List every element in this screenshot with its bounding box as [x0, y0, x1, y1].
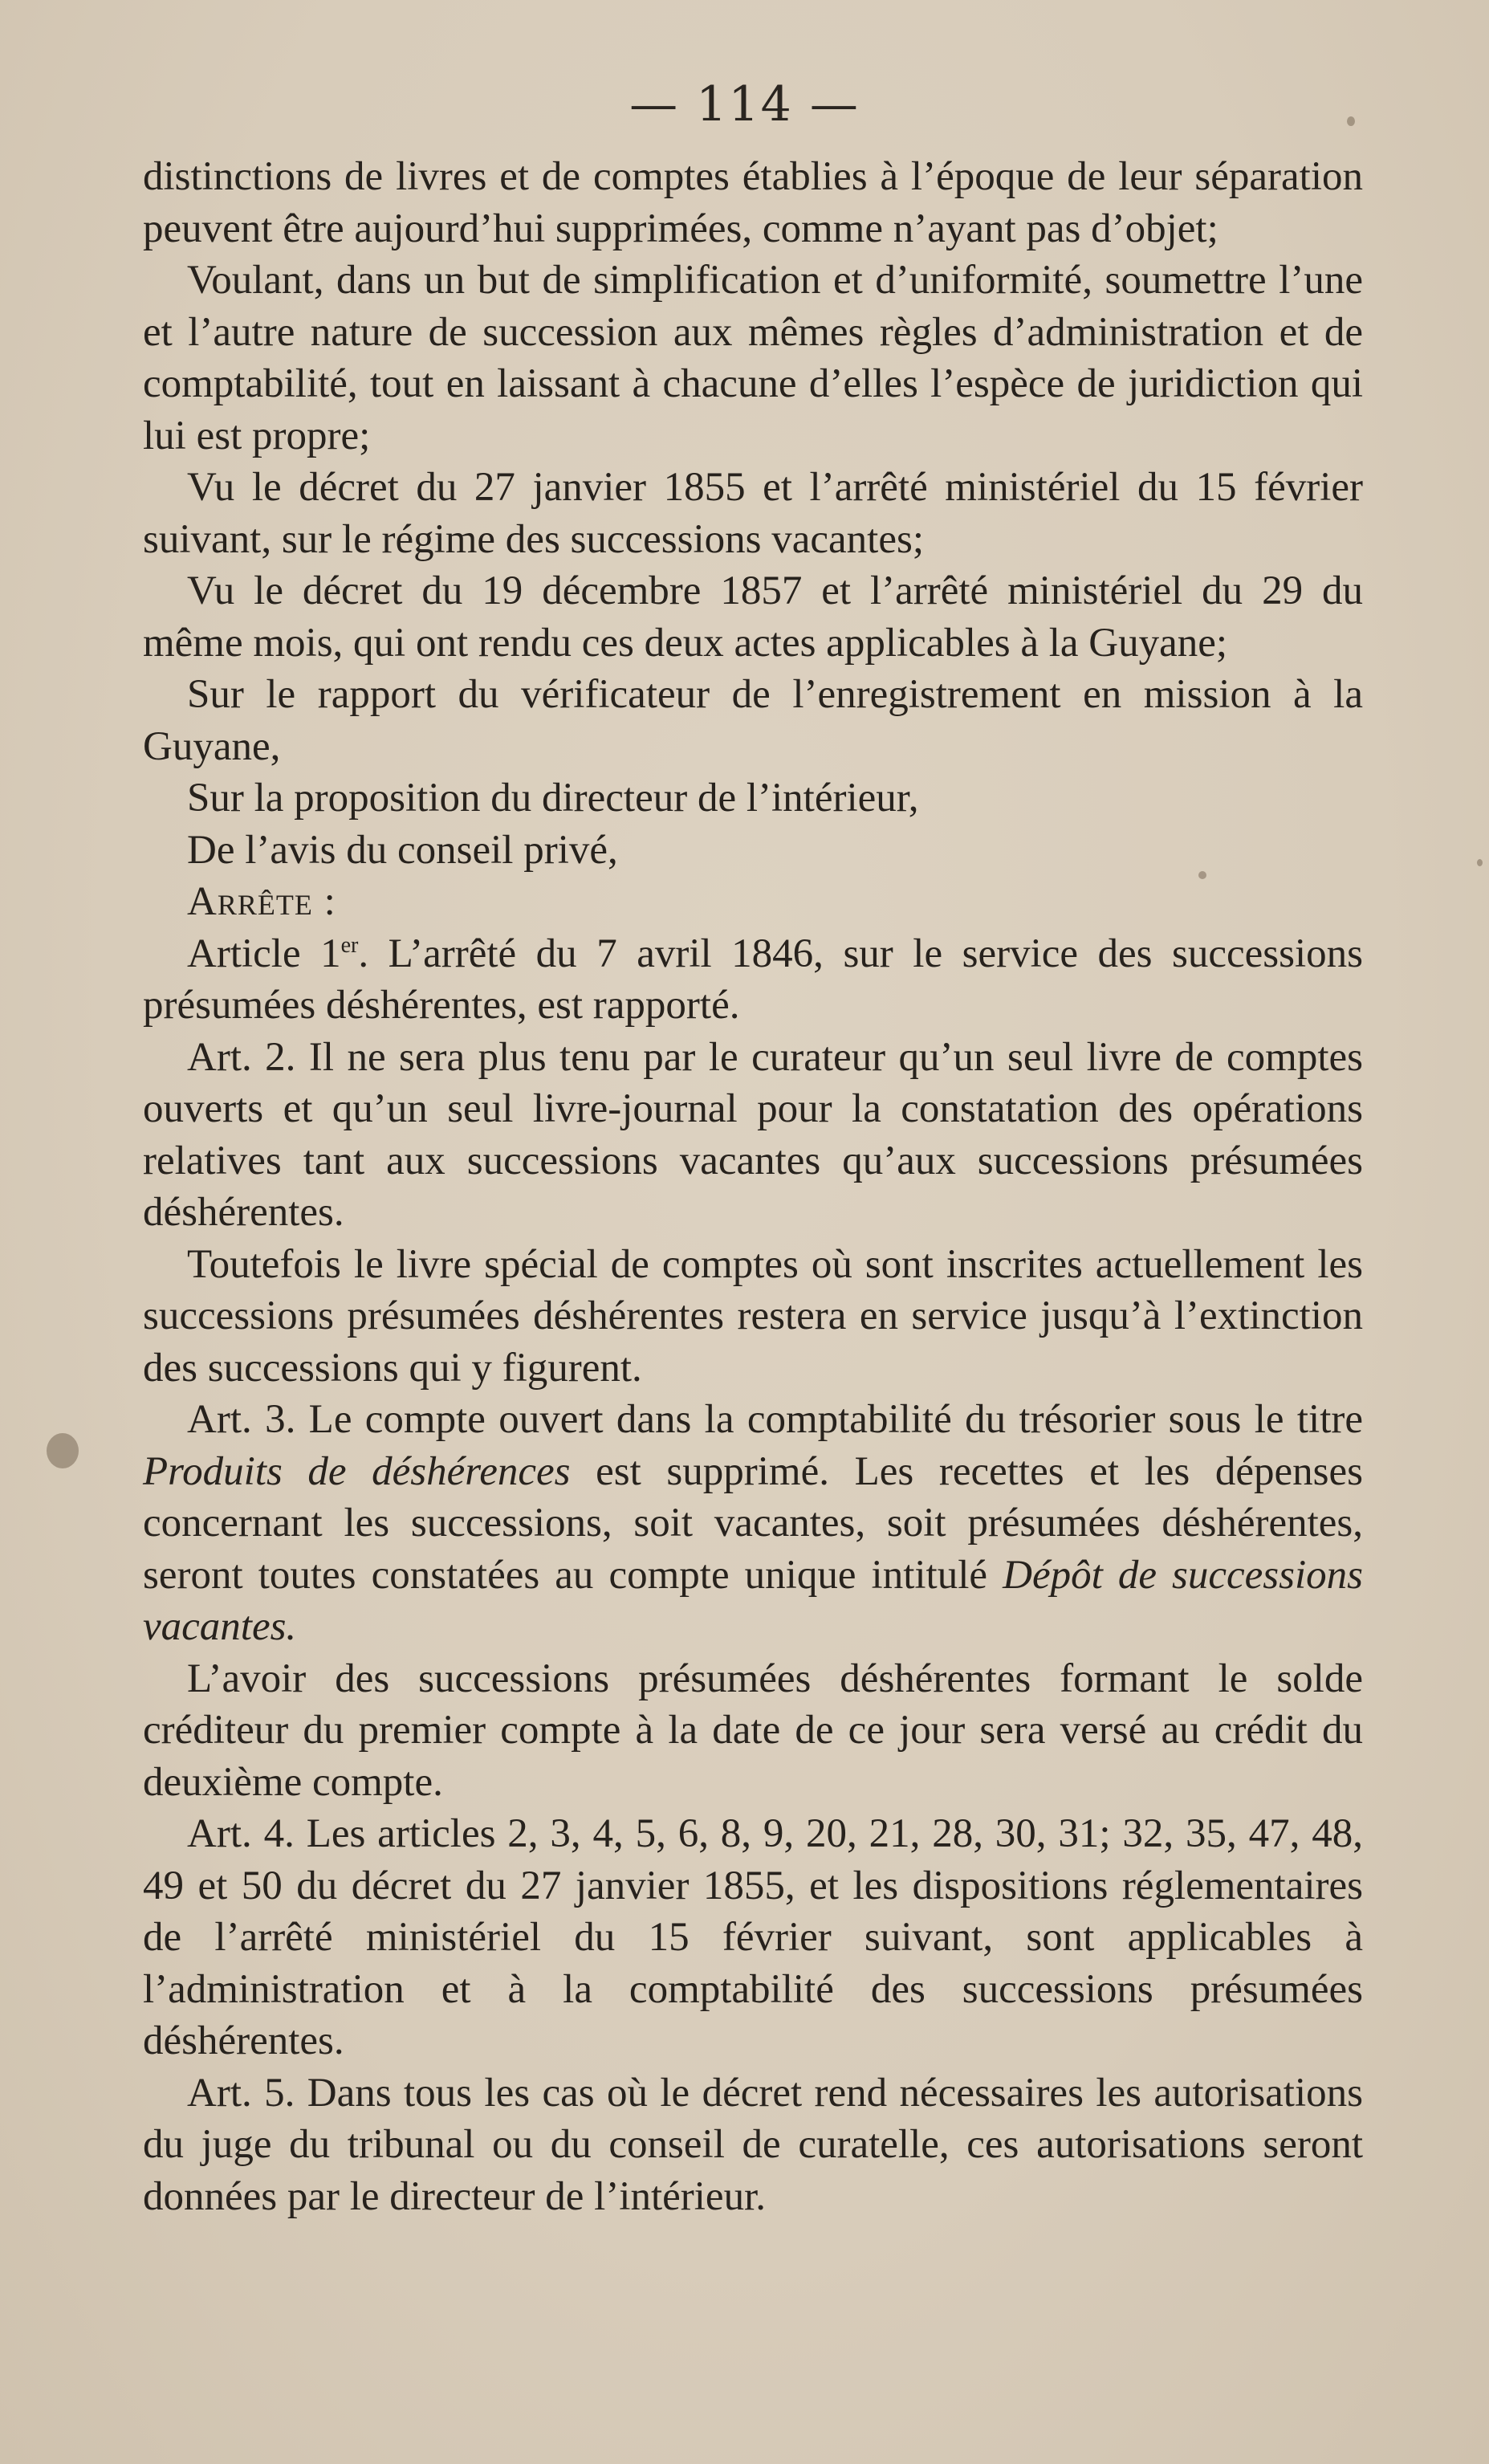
- paragraph: distinctions de livres et de comptes établies à l’époque de leur séparation peuvent être aujourd’hui supprimées, comme n’ayant pas d’objet;: [143, 154, 1363, 251]
- article-3-text-b: est supprimé. Les recettes et les dépenses concernant les successions, soit vacantes, soit présumées déshérentes, seront toutes constatées au compte unique intitulé: [143, 1448, 1363, 1598]
- article-4: Art. 4. Les articles 2, 3, 4, 5, 6, 8, 9, 20, 21, 28, 30, 31; 32, 35, 47, 48, 49 et 50 du décret du 27 janvier 1855, et les dispositions réglementaires de l’arrêté ministériel du 15 février suivant, sont applicables à l’administration et à la comptabilité des successions présumées déshérentes.: [143, 1811, 1363, 2063]
- paragraph: Voulant, dans un but de simplification et d’uniformité, soumettre l’une et l’autre nature de succession aux mêmes règles d’administration et de comptabilité, tout en laissant à chacune d’elles l’espèce de juridiction qui lui est propre;: [143, 258, 1363, 458]
- arrete-heading: Arrête :: [187, 879, 336, 924]
- paper-speck: [1198, 871, 1206, 879]
- article-1: [143, 928, 1363, 1032]
- article-3-continued: L’avoir des successions présumées déshérentes formant le solde créditeur du premier compte à la date de ce jour sera versé au crédit du deuxième compte.: [143, 1656, 1363, 1805]
- article-2-continued: Toutefois le livre spécial de comptes où sont inscrites actuellement les successions présumées déshérentes restera en service jusqu’à l’extinction des successions qui y figurent.: [143, 1241, 1363, 1391]
- paragraph: Vu le décret du 19 décembre 1857 et l’arrêté ministériel du 29 du même mois, qui ont rendu ces deux actes applicables à la Guyane;: [143, 568, 1363, 666]
- article-1-prefix: Article 1: [187, 931, 341, 976]
- article-2: Art. 2. Il ne sera plus tenu par le curateur qu’un seul livre de comptes ouverts et qu’un seul livre-journal pour la constatation des opérations relatives tant aux successions vacantes qu’aux successions présumées déshérentes.: [143, 1034, 1363, 1235]
- page-number: — 114 —: [629, 76, 860, 132]
- paragraph: Sur la proposition du directeur de l’intérieur,: [187, 776, 919, 821]
- article-3-italic-1: Produits de déshérences: [143, 1448, 571, 1494]
- article-5: Art. 5. Dans tous les cas où le décret rend nécessaires les autorisations du juge du tribunal ou du conseil de curatelle, ces autorisations seront données par le directeur de l’intérieur.: [143, 2070, 1363, 2219]
- article-1-text: . L’arrêté du 7 avril 1846, sur le service des successions présumées déshérentes, est rapporté.: [143, 931, 1363, 1028]
- paragraph: Vu le décret du 27 janvier 1855 et l’arrêté ministériel du 15 février suivant, sur le régime des successions vacantes;: [143, 465, 1363, 562]
- article-1-sup: er: [340, 932, 359, 958]
- article-3-italic-2: Dépôt de successions vacantes.: [143, 1552, 1363, 1649]
- article-3: [143, 1394, 1363, 1653]
- body-text: [143, 151, 1363, 2222]
- paragraph: Sur le rapport du vérificateur de l’enregistrement en mission à la Guyane,: [143, 672, 1363, 769]
- paper-speck: [1347, 116, 1355, 126]
- paragraph: De l’avis du conseil privé,: [187, 827, 618, 873]
- article-3-text-a: Art. 3. Le compte ouvert dans la comptabilité du trésorier sous le titre: [187, 1397, 1363, 1442]
- paper-stain: [47, 1433, 79, 1468]
- paper-speck: [1477, 859, 1483, 866]
